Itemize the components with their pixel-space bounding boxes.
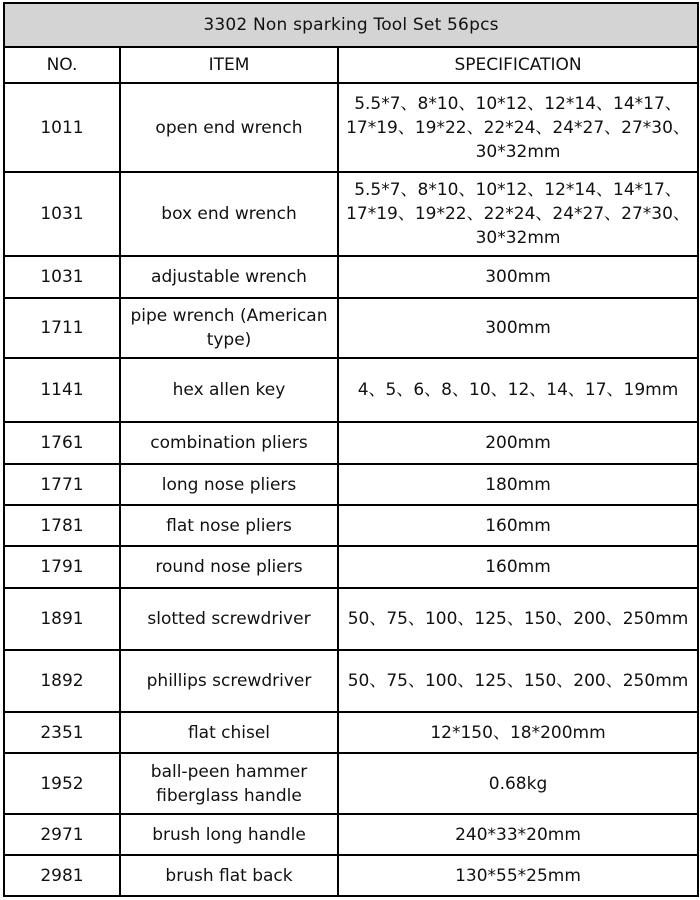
column-header-item: ITEM [120,47,338,83]
cell-item: ball-peen hammer fiberglass handle [120,753,338,814]
cell-item: box end wrench [120,172,338,256]
cell-item: combination pliers [120,422,338,464]
cell-item: adjustable wrench [120,256,338,298]
table-row [4,298,698,358]
cell-no: 1031 [4,172,120,256]
table-row [4,546,698,588]
cell-spec: 300mm [338,298,698,358]
cell-spec: 4、5、6、8、10、12、14、17、19mm [338,358,698,422]
table-row [4,172,698,256]
cell-spec: 50、75、100、125、150、200、250mm [338,588,698,650]
table-row [4,588,698,650]
column-header-spec: SPECIFICATION [338,47,698,83]
cell-no: 1781 [4,505,120,546]
cell-item: phillips screwdriver [120,650,338,712]
table-row [4,505,698,546]
table-row [4,712,698,753]
cell-item: brush long handle [120,814,338,855]
cell-spec: 12*150、18*200mm [338,712,698,753]
table-row [4,464,698,505]
table-row [4,358,698,422]
cell-item: pipe wrench (American type) [120,298,338,358]
cell-no: 1892 [4,650,120,712]
cell-item: open end wrench [120,83,338,172]
cell-no: 1011 [4,83,120,172]
table-row [4,650,698,712]
table-row [4,814,698,855]
table-title: 3302 Non sparking Tool Set 56pcs [4,3,698,47]
table-row [4,83,698,172]
table-row [4,422,698,464]
cell-item: round nose pliers [120,546,338,588]
cell-item: slotted screwdriver [120,588,338,650]
cell-no: 1791 [4,546,120,588]
cell-item: long nose pliers [120,464,338,505]
cell-spec: 5.5*7、8*10、10*12、12*14、14*17、17*19、19*22、22*24、24*27、27*30、30*32mm [338,172,698,256]
cell-no: 1952 [4,753,120,814]
cell-no: 1761 [4,422,120,464]
cell-no: 2981 [4,855,120,896]
cell-spec: 200mm [338,422,698,464]
cell-spec: 5.5*7、8*10、10*12、12*14、14*17、17*19、19*22、22*24、24*27、27*30、30*32mm [338,83,698,172]
cell-spec: 240*33*20mm [338,814,698,855]
cell-no: 2971 [4,814,120,855]
cell-no: 2351 [4,712,120,753]
cell-no: 1141 [4,358,120,422]
cell-spec: 180mm [338,464,698,505]
cell-spec: 300mm [338,256,698,298]
table-row [4,855,698,896]
cell-no: 1771 [4,464,120,505]
cell-item: hex allen key [120,358,338,422]
cell-spec: 160mm [338,505,698,546]
table-row [4,256,698,298]
cell-spec: 160mm [338,546,698,588]
cell-spec: 0.68kg [338,753,698,814]
table-title-row [4,3,698,47]
tool-set-sheet [3,2,697,897]
cell-item: brush flat back [120,855,338,896]
cell-no: 1711 [4,298,120,358]
cell-item: flat chisel [120,712,338,753]
cell-spec: 130*55*25mm [338,855,698,896]
tool-spec-table [3,2,699,897]
cell-item: flat nose pliers [120,505,338,546]
cell-spec: 50、75、100、125、150、200、250mm [338,650,698,712]
cell-no: 1891 [4,588,120,650]
cell-no: 1031 [4,256,120,298]
table-row [4,753,698,814]
column-header-no: NO. [4,47,120,83]
table-header-row [4,47,698,83]
